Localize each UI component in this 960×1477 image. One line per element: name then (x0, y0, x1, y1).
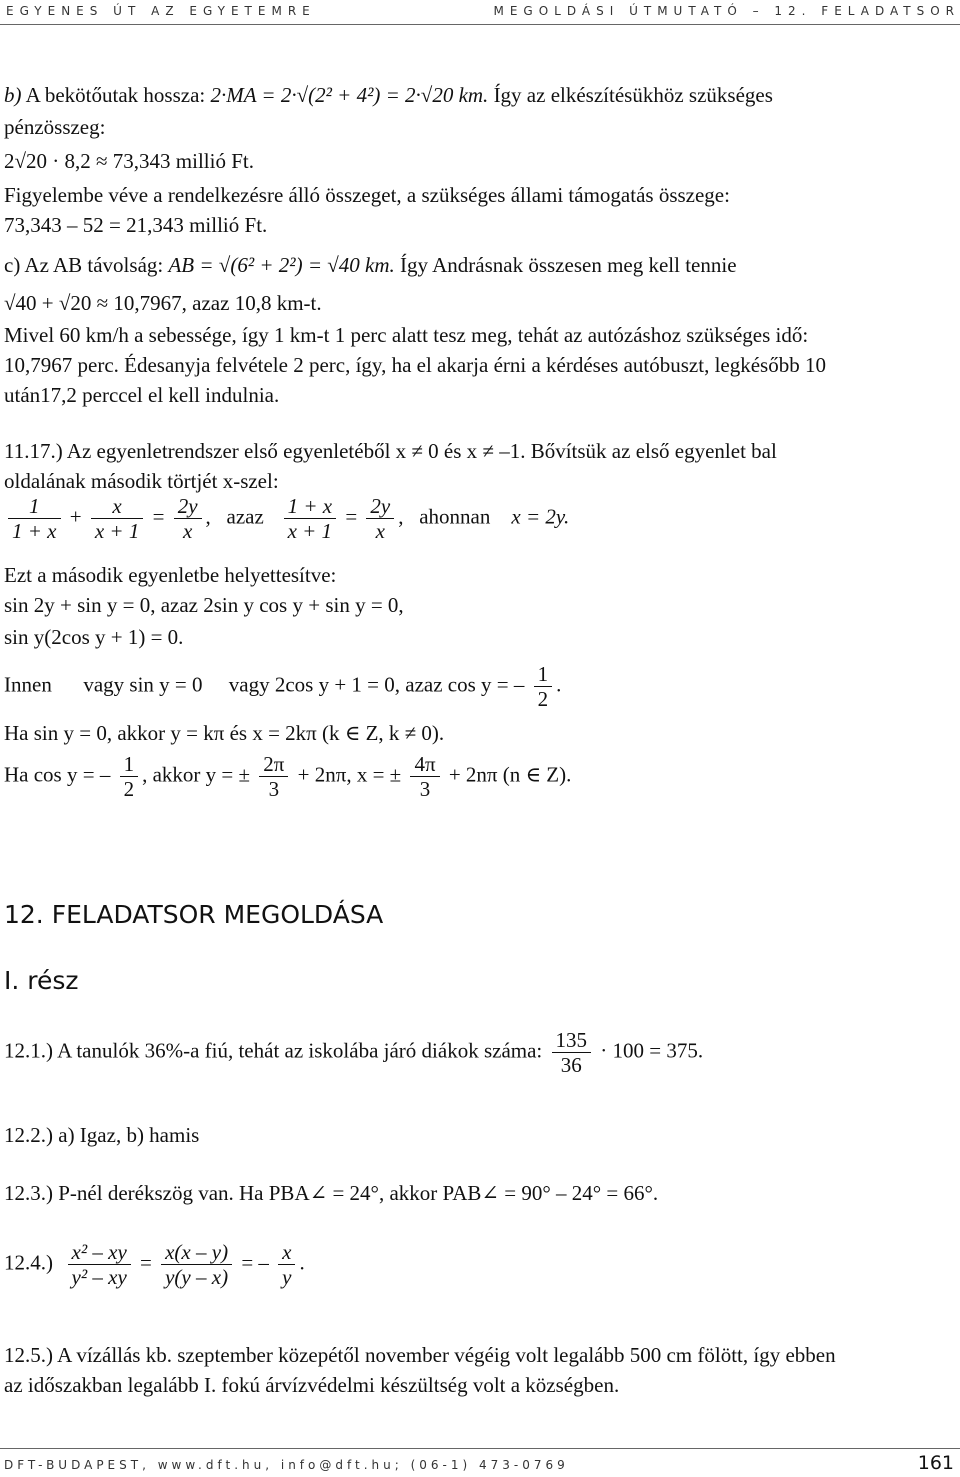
section-c-line3: Mivel 60 km/h a sebessége, így 1 km-t 1 perc alatt tesz meg, tehát az autózáshoz szükséges idő: (4, 323, 809, 347)
fraction: $\frac{x}{x + 1}$ (91, 494, 144, 543)
header-left: EGYENES ÚT AZ EGYETEMRE (6, 4, 316, 18)
problem-11-17-line9: Ha cos y = – $\frac{1}{2}$ , akkor y = ± $\frac{2\pi}{3}$ + 2nπ, x = ± $\frac{4\pi}{3}$ + 2nπ (n ∈ Z). (4, 752, 572, 801)
problem-12-5-line1: 12.5.) A vízállás kb. szeptember közepétől november végéig volt legalább 500 cm fölött, így ebben (4, 1343, 836, 1367)
section-b-line1: b) A bekötőutak hossza: 2·MA = 2·√(2² + 4²) = 2·√20 km. Így az elkészítésükhöz szükséges (4, 83, 773, 107)
section-title: 12. FELADATSOR MEGOLDÁSA (4, 900, 384, 929)
fraction: $\frac{2\pi}{3}$ (259, 752, 288, 801)
fraction: $\frac{x(x - y)}{y(y - x)}$ (161, 1240, 232, 1289)
problem-11-17-line8: Ha sin y = 0, akkor y = kπ és x = 2kπ (k ∈ Z, k ≠ 0). (4, 721, 445, 745)
section-c-line5: után17,2 perccel el kell indulnia. (4, 383, 280, 407)
fraction: $\frac{x}{y}$ (278, 1240, 295, 1289)
problem-12-3: 12.3.) P-nél derékszög van. Ha PBA∠ = 24°, akkor PAB∠ = 90° – 24° = 66°. (4, 1181, 659, 1205)
section-b-line4: Figyelembe véve a rendelkezésre álló összeget, a szükséges állami támogatás összege: (4, 183, 730, 207)
header-rule (0, 24, 960, 25)
section-b-line3: 2√20 · 8,2 ≈ 73,343 millió Ft. (4, 149, 254, 173)
footer-rule (0, 1448, 960, 1449)
fraction: $\frac{1}{2}$ (534, 662, 553, 711)
fraction: $\frac{1 + x}{x + 1}$ (284, 494, 337, 543)
section-b-line5: 73,343 – 52 = 21,343 millió Ft. (4, 213, 268, 237)
fraction: $\frac{4\pi}{3}$ (410, 752, 439, 801)
part-title: I. rész (4, 966, 79, 995)
problem-11-17-equation: $\frac{1}{1 + x}$ + $\frac{x}{x + 1}$ = $\frac{2y}{x}$ , azaz $\frac{1 + x}{x + 1}$ = $\frac{2y}{x}$ , ahonnan x = 2y. (4, 494, 569, 543)
problem-11-17-line1: 11.17.) Az egyenletrendszer első egyenletéből x ≠ 0 és x ≠ –1. Bővítsük az első egyenlet bal (4, 439, 777, 463)
header-right: MEGOLDÁSI ÚTMUTATÓ – 12. FELADATSOR (493, 4, 960, 18)
problem-11-17-line4: Ezt a második egyenletbe helyettesítve: (4, 563, 337, 587)
fraction: $\frac{2y}{x}$ (366, 494, 394, 543)
problem-12-1: 12.1.) A tanulók 36%-a fiú, tehát az iskolába járó diákok száma: $\frac{135}{36}$ · 100 = 375. (4, 1028, 704, 1077)
fraction: $\frac{1}{2}$ (120, 752, 139, 801)
section-b-line2: pénzösszeg: (4, 115, 106, 139)
fraction: $\frac{2y}{x}$ (174, 494, 202, 543)
section-c-line2: √40 + √20 ≈ 10,7967, azaz 10,8 km-t. (4, 291, 322, 315)
footer-contact: DFT-BUDAPEST, www.dft.hu, info@dft.hu; (06-1) 473-0769 (4, 1458, 569, 1472)
problem-11-17-line2: oldalának második törtjét x-szel: (4, 469, 279, 493)
problem-12-2: 12.2.) a) Igaz, b) hamis (4, 1123, 200, 1147)
problem-12-4: 12.4.) $\frac{\text{x² – xy}}{\text{y² – xy}}$ = $\frac{x(x - y)}{y(y - x)}$ = – $\frac{x}{y}$ . (4, 1240, 305, 1289)
problem-11-17-line7: Innen vagy sin y = 0 vagy 2cos y + 1 = 0, azaz cos y = – $\frac{1}{2}$ . (4, 662, 562, 711)
problem-12-5-line2: az időszakban legalább I. fokú árvízvédelmi készültség volt a községben. (4, 1373, 620, 1397)
section-c-line1: c) Az AB távolság: AB = √(6² + 2²) = √40 km. Így Andrásnak összesen meg kell tennie (4, 253, 737, 277)
fraction: $\frac{1}{1 + x}$ (8, 494, 61, 543)
problem-11-17-line6: sin y(2cos y + 1) = 0. (4, 625, 184, 649)
page-number: 161 (917, 1452, 954, 1474)
fraction: $\frac{135}{36}$ (552, 1028, 592, 1077)
problem-11-17-line5: sin 2y + sin y = 0, azaz 2sin y cos y + sin y = 0, (4, 593, 404, 617)
section-c-line4: 10,7967 perc. Édesanyja felvétele 2 perc, így, ha el akarja érni a kérdéses autóbuszt, legkésőbb 10 (4, 353, 826, 377)
fraction: $\frac{\text{x² – xy}}{\text{y² – xy}}$ (68, 1240, 131, 1289)
